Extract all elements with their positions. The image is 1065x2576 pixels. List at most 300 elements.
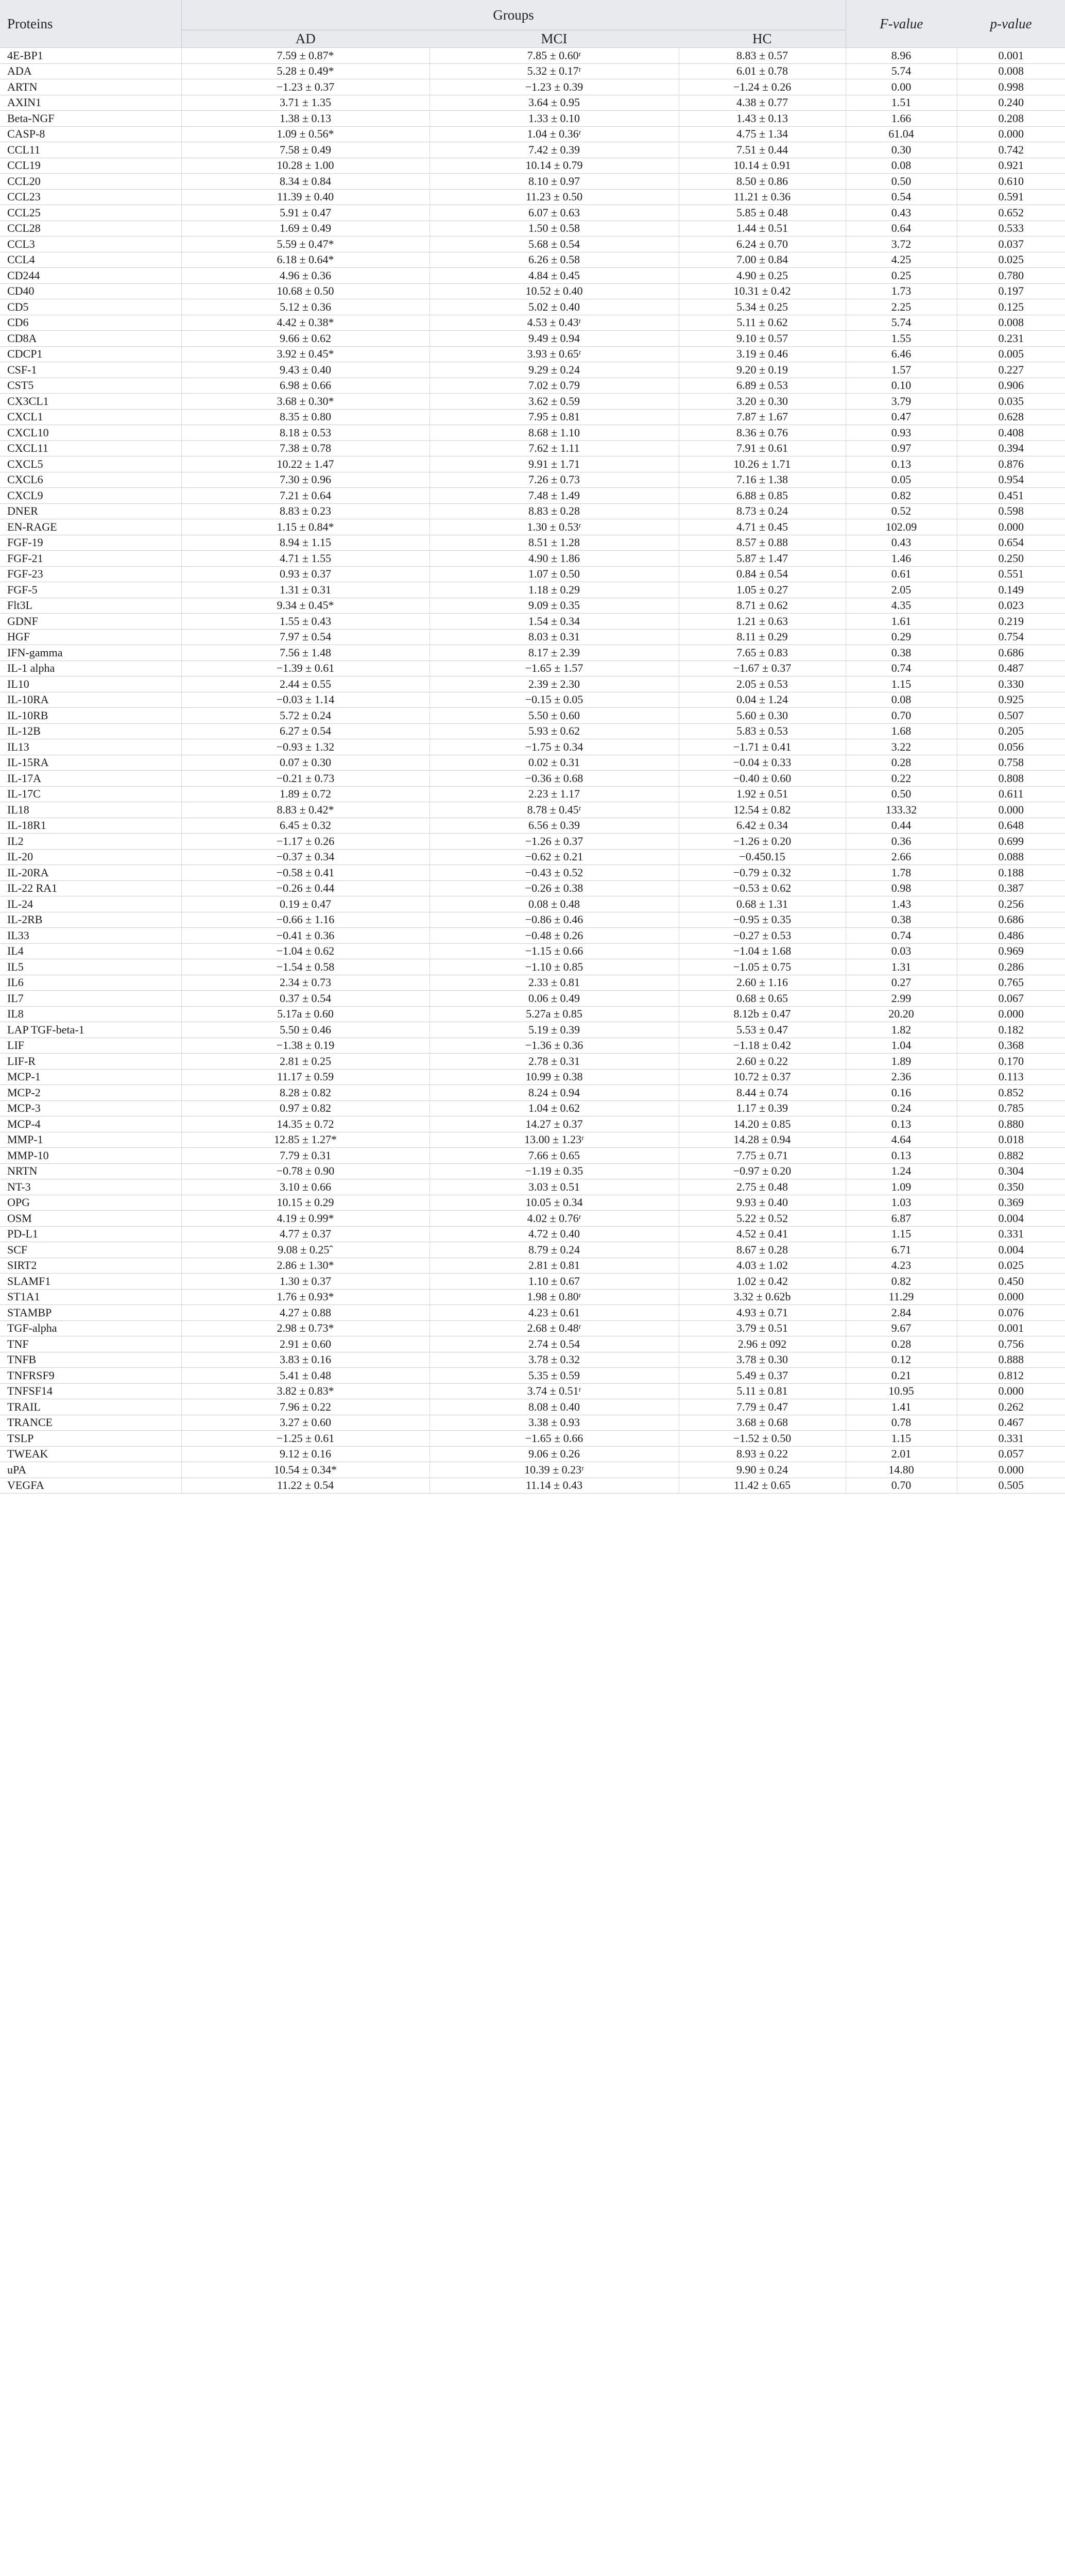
ad-value-cell: 0.97 ± 0.82 — [181, 1100, 430, 1116]
table-row — [0, 315, 1065, 331]
ad-value-cell: 1.89 ± 0.72 — [181, 786, 430, 802]
p-value-cell: 0.076 — [957, 1305, 1065, 1321]
mci-value-cell: −1.65 ± 0.66 — [430, 1431, 679, 1447]
mci-value-cell: 3.03 ± 0.51 — [430, 1179, 679, 1195]
protein-name-cell: IL-10RA — [0, 692, 181, 708]
ad-value-cell: 8.83 ± 0.23 — [181, 503, 430, 519]
f-value-cell: 1.51 — [846, 95, 957, 111]
ad-value-cell: −0.66 ± 1.16 — [181, 912, 430, 928]
ad-value-cell: 4.19 ± 0.99* — [181, 1211, 430, 1227]
p-value-cell: 0.000 — [957, 1383, 1065, 1399]
ad-value-cell: −0.03 ± 1.14 — [181, 692, 430, 708]
p-value-cell: 0.686 — [957, 912, 1065, 928]
hc-value-cell: 7.65 ± 0.83 — [679, 645, 846, 661]
mci-value-cell: 1.50 ± 0.58 — [430, 221, 679, 236]
table-row — [0, 111, 1065, 127]
ad-value-cell: 7.21 ± 0.64 — [181, 488, 430, 504]
hc-value-cell: 8.36 ± 0.76 — [679, 425, 846, 441]
p-value-cell: 0.921 — [957, 158, 1065, 174]
table-row — [0, 174, 1065, 190]
table-row — [0, 1399, 1065, 1415]
f-value-cell: 4.25 — [846, 252, 957, 268]
mci-value-cell: 4.23 ± 0.61 — [430, 1305, 679, 1321]
ad-value-cell: 5.50 ± 0.46 — [181, 1022, 430, 1038]
protein-name-cell: IL6 — [0, 975, 181, 991]
mci-value-cell: 3.78 ± 0.32 — [430, 1352, 679, 1368]
hc-value-cell: 8.71 ± 0.62 — [679, 598, 846, 614]
p-value-cell: 0.756 — [957, 1336, 1065, 1352]
p-value-cell: 0.654 — [957, 535, 1065, 551]
protein-name-cell: IL2 — [0, 834, 181, 850]
mci-value-cell: −1.15 ± 0.66 — [430, 943, 679, 959]
p-value-cell: 0.610 — [957, 174, 1065, 190]
f-value-cell: 6.71 — [846, 1242, 957, 1258]
p-value-cell: 0.487 — [957, 660, 1065, 676]
mci-value-cell: 5.27a ± 0.85 — [430, 1006, 679, 1022]
p-value-cell: 0.113 — [957, 1069, 1065, 1085]
hc-value-cell: 2.75 ± 0.48 — [679, 1179, 846, 1195]
mci-value-cell: 7.02 ± 0.79 — [430, 378, 679, 394]
mci-value-cell: 7.26 ± 0.73 — [430, 472, 679, 488]
p-value-cell: 0.000 — [957, 1462, 1065, 1478]
hc-value-cell: 5.49 ± 0.37 — [679, 1368, 846, 1384]
protein-name-cell: ARTN — [0, 79, 181, 95]
mci-value-cell: 9.91 ± 1.71 — [430, 456, 679, 472]
protein-name-cell: IL-15RA — [0, 755, 181, 771]
hc-value-cell: 11.21 ± 0.36 — [679, 189, 846, 205]
protein-name-cell: FGF-19 — [0, 535, 181, 551]
f-value-cell: 0.78 — [846, 1415, 957, 1431]
mci-value-cell: 3.74 ± 0.51ʳ — [430, 1383, 679, 1399]
table-row — [0, 692, 1065, 708]
p-value-cell: 0.001 — [957, 1320, 1065, 1336]
p-value-cell: 0.025 — [957, 252, 1065, 268]
protein-name-cell: SLAMF1 — [0, 1274, 181, 1290]
table-row — [0, 771, 1065, 787]
table-row — [0, 959, 1065, 975]
mci-value-cell: 8.83 ± 0.28 — [430, 503, 679, 519]
table-row — [0, 1163, 1065, 1179]
f-value-cell: 2.25 — [846, 299, 957, 315]
f-value-cell: 0.08 — [846, 692, 957, 708]
p-value-cell: 0.018 — [957, 1132, 1065, 1148]
p-value-cell: 0.765 — [957, 975, 1065, 991]
hc-value-cell: 2.96 ± 092 — [679, 1336, 846, 1352]
table-row — [0, 928, 1065, 944]
table-row — [0, 1462, 1065, 1478]
hc-value-cell: 6.89 ± 0.53 — [679, 378, 846, 394]
p-value-cell: 0.304 — [957, 1163, 1065, 1179]
mci-value-cell: 9.49 ± 0.94 — [430, 331, 679, 347]
f-value-cell: 4.23 — [846, 1258, 957, 1274]
protein-name-cell: IL-20RA — [0, 865, 181, 881]
hc-value-cell: 6.01 ± 0.78 — [679, 63, 846, 79]
protein-name-cell: MCP-4 — [0, 1116, 181, 1132]
table-row — [0, 1054, 1065, 1070]
ad-value-cell: 6.27 ± 0.54 — [181, 723, 430, 739]
table-row — [0, 755, 1065, 771]
mci-value-cell: 6.56 ± 0.39 — [430, 818, 679, 834]
p-value-cell: 0.231 — [957, 331, 1065, 347]
ad-value-cell: 2.81 ± 0.25 — [181, 1054, 430, 1070]
hc-value-cell: −1.18 ± 0.42 — [679, 1038, 846, 1054]
ad-value-cell: 10.15 ± 0.29 — [181, 1195, 430, 1211]
hc-value-cell: 1.43 ± 0.13 — [679, 111, 846, 127]
mci-value-cell: 9.06 ± 0.26 — [430, 1446, 679, 1462]
hc-value-cell: 1.17 ± 0.39 — [679, 1100, 846, 1116]
protein-name-cell: FGF-21 — [0, 551, 181, 567]
mci-value-cell: 5.32 ± 0.17ʳ — [430, 63, 679, 79]
hc-value-cell: 7.00 ± 0.84 — [679, 252, 846, 268]
ad-value-cell: 1.76 ± 0.93* — [181, 1289, 430, 1305]
table-row — [0, 1368, 1065, 1384]
hc-value-cell: −1.71 ± 0.41 — [679, 739, 846, 755]
ad-value-cell: 7.96 ± 0.22 — [181, 1399, 430, 1415]
ad-value-cell: 11.17 ± 0.59 — [181, 1069, 430, 1085]
table-row — [0, 566, 1065, 582]
ad-value-cell: −1.17 ± 0.26 — [181, 834, 430, 850]
ad-value-cell: 5.91 ± 0.47 — [181, 205, 430, 221]
f-value-cell: 0.12 — [846, 1352, 957, 1368]
p-value-cell: 0.088 — [957, 849, 1065, 865]
hc-value-cell: −0.97 ± 0.20 — [679, 1163, 846, 1179]
protein-name-cell: EN-RAGE — [0, 519, 181, 535]
protein-name-cell: ST1A1 — [0, 1289, 181, 1305]
ad-value-cell: 3.82 ± 0.83* — [181, 1383, 430, 1399]
mci-value-cell: −1.10 ± 0.85 — [430, 959, 679, 975]
p-value-cell: 0.188 — [957, 865, 1065, 881]
hc-value-cell: 5.60 ± 0.30 — [679, 708, 846, 724]
protein-name-cell: FGF-5 — [0, 582, 181, 598]
hc-value-cell: 8.57 ± 0.88 — [679, 535, 846, 551]
mci-value-cell: 5.68 ± 0.54 — [430, 236, 679, 252]
ad-value-cell: 5.17a ± 0.60 — [181, 1006, 430, 1022]
ad-value-cell: 11.39 ± 0.40 — [181, 189, 430, 205]
table-row — [0, 472, 1065, 488]
mci-value-cell: 9.09 ± 0.35 — [430, 598, 679, 614]
p-value-cell: 0.000 — [957, 1289, 1065, 1305]
mci-value-cell: 5.93 ± 0.62 — [430, 723, 679, 739]
mci-value-cell: 10.14 ± 0.79 — [430, 158, 679, 174]
ad-value-cell: 3.27 ± 0.60 — [181, 1415, 430, 1431]
table-row — [0, 236, 1065, 252]
hc-value-cell: 10.31 ± 0.42 — [679, 283, 846, 299]
hc-value-cell: 3.19 ± 0.46 — [679, 346, 846, 362]
hc-value-cell: −0.450.15 — [679, 849, 846, 865]
hc-value-cell: 7.16 ± 1.38 — [679, 472, 846, 488]
ad-value-cell: 4.71 ± 1.55 — [181, 551, 430, 567]
ad-value-cell: 9.43 ± 0.40 — [181, 362, 430, 378]
f-value-cell: 0.61 — [846, 566, 957, 582]
protein-name-cell: CSF-1 — [0, 362, 181, 378]
ad-value-cell: 2.86 ± 1.30* — [181, 1258, 430, 1274]
f-value-cell: 0.05 — [846, 472, 957, 488]
table-row — [0, 1195, 1065, 1211]
mci-value-cell: 0.02 ± 0.31 — [430, 755, 679, 771]
protein-name-cell: IL18 — [0, 802, 181, 818]
table-row — [0, 268, 1065, 284]
p-value-cell: 0.591 — [957, 189, 1065, 205]
hc-value-cell: −1.52 ± 0.50 — [679, 1431, 846, 1447]
table-row — [0, 676, 1065, 692]
ad-value-cell: 14.35 ± 0.72 — [181, 1116, 430, 1132]
f-value-cell: 0.50 — [846, 786, 957, 802]
protein-name-cell: IL-10RB — [0, 708, 181, 724]
mci-value-cell: 6.26 ± 0.58 — [430, 252, 679, 268]
f-value-cell: 0.70 — [846, 1478, 957, 1494]
protein-name-cell: CD40 — [0, 283, 181, 299]
protein-name-cell: CD8A — [0, 331, 181, 347]
protein-name-cell: CD244 — [0, 268, 181, 284]
f-value-cell: 2.66 — [846, 849, 957, 865]
protein-name-cell: MMP-1 — [0, 1132, 181, 1148]
protein-name-cell: SCF — [0, 1242, 181, 1258]
protein-name-cell: CXCL9 — [0, 488, 181, 504]
hc-value-cell: −0.53 ± 0.62 — [679, 880, 846, 896]
ad-value-cell: 5.59 ± 0.47* — [181, 236, 430, 252]
hc-value-cell: 2.60 ± 1.16 — [679, 975, 846, 991]
table-row — [0, 708, 1065, 724]
table-row — [0, 362, 1065, 378]
mci-value-cell: 5.19 ± 0.39 — [430, 1022, 679, 1038]
hc-value-cell: 12.54 ± 0.82 — [679, 802, 846, 818]
ad-value-cell: 5.72 ± 0.24 — [181, 708, 430, 724]
hc-value-cell: 10.14 ± 0.91 — [679, 158, 846, 174]
table-body — [0, 48, 1065, 1494]
ad-value-cell: −0.37 ± 0.34 — [181, 849, 430, 865]
f-value-cell: 1.41 — [846, 1399, 957, 1415]
p-value-cell: 0.906 — [957, 378, 1065, 394]
f-value-cell: 0.36 — [846, 834, 957, 850]
hc-value-cell: 5.83 ± 0.53 — [679, 723, 846, 739]
table-row — [0, 849, 1065, 865]
ad-value-cell: 6.45 ± 0.32 — [181, 818, 430, 834]
protein-name-cell: LIF — [0, 1038, 181, 1054]
p-value-cell: 0.182 — [957, 1022, 1065, 1038]
ad-value-cell: −1.54 ± 0.58 — [181, 959, 430, 975]
f-value-cell: 0.13 — [846, 456, 957, 472]
hc-column-header: HC — [679, 30, 846, 48]
mci-value-cell: 8.79 ± 0.24 — [430, 1242, 679, 1258]
f-value-cell: 1.09 — [846, 1179, 957, 1195]
ad-value-cell: 4.42 ± 0.38* — [181, 315, 430, 331]
protein-name-cell: LAP TGF-beta-1 — [0, 1022, 181, 1038]
hc-value-cell: 5.22 ± 0.52 — [679, 1211, 846, 1227]
ad-value-cell: 10.28 ± 1.00 — [181, 158, 430, 174]
hc-value-cell: −0.40 ± 0.60 — [679, 771, 846, 787]
mci-value-cell: 3.38 ± 0.93 — [430, 1415, 679, 1431]
ad-value-cell: 8.83 ± 0.42* — [181, 802, 430, 818]
table-row — [0, 598, 1065, 614]
f-value-cell: 1.04 — [846, 1038, 957, 1054]
hc-value-cell: 4.03 ± 1.02 — [679, 1258, 846, 1274]
mci-value-cell: 7.66 ± 0.65 — [430, 1148, 679, 1164]
ad-value-cell: 9.34 ± 0.45* — [181, 598, 430, 614]
protein-name-cell: CXCL10 — [0, 425, 181, 441]
table-row — [0, 205, 1065, 221]
table-row — [0, 1305, 1065, 1321]
f-value-cell: 0.24 — [846, 1100, 957, 1116]
protein-name-cell: CASP-8 — [0, 126, 181, 142]
f-value-cell: 4.64 — [846, 1132, 957, 1148]
mci-value-cell: −0.43 ± 0.52 — [430, 865, 679, 881]
protein-name-cell: STAMBP — [0, 1305, 181, 1321]
table-row — [0, 1242, 1065, 1258]
mci-value-cell: 4.53 ± 0.43ʳ — [430, 315, 679, 331]
table-row — [0, 1258, 1065, 1274]
protein-name-cell: CCL25 — [0, 205, 181, 221]
table-row — [0, 1132, 1065, 1148]
mci-value-cell: 7.48 ± 1.49 — [430, 488, 679, 504]
protein-name-cell: CCL23 — [0, 189, 181, 205]
table-row — [0, 1179, 1065, 1195]
mci-value-cell: −0.86 ± 0.46 — [430, 912, 679, 928]
p-value-cell: 0.350 — [957, 1179, 1065, 1195]
table-row — [0, 1069, 1065, 1085]
p-value-cell: 0.004 — [957, 1242, 1065, 1258]
ad-value-cell: 5.41 ± 0.48 — [181, 1368, 430, 1384]
mci-value-cell: 8.03 ± 0.31 — [430, 629, 679, 645]
f-value-cell: 1.66 — [846, 111, 957, 127]
hc-value-cell: 8.11 ± 0.29 — [679, 629, 846, 645]
p-value-cell: 0.001 — [957, 48, 1065, 64]
p-value-cell: 0.812 — [957, 1368, 1065, 1384]
protein-name-cell: TRANCE — [0, 1415, 181, 1431]
ad-value-cell: 0.93 ± 0.37 — [181, 566, 430, 582]
mci-value-cell: 1.54 ± 0.34 — [430, 614, 679, 630]
table-row — [0, 63, 1065, 79]
f-value-cell: 6.46 — [846, 346, 957, 362]
mci-value-cell: 8.17 ± 2.39 — [430, 645, 679, 661]
p-value-cell: 0.000 — [957, 519, 1065, 535]
hc-value-cell: 10.26 ± 1.71 — [679, 456, 846, 472]
p-value-cell: 0.648 — [957, 818, 1065, 834]
table-row — [0, 1446, 1065, 1462]
p-value-cell: 0.067 — [957, 991, 1065, 1007]
p-value-cell: 0.240 — [957, 95, 1065, 111]
protein-name-cell: SIRT2 — [0, 1258, 181, 1274]
protein-name-cell: CX3CL1 — [0, 394, 181, 410]
ad-value-cell: 11.22 ± 0.54 — [181, 1478, 430, 1494]
table-row — [0, 865, 1065, 881]
hc-value-cell: 6.42 ± 0.34 — [679, 818, 846, 834]
ad-value-cell: 1.09 ± 0.56* — [181, 126, 430, 142]
hc-value-cell: 9.93 ± 0.40 — [679, 1195, 846, 1211]
f-value-cell: 1.31 — [846, 959, 957, 975]
protein-name-cell: CCL19 — [0, 158, 181, 174]
p-value-cell: 0.742 — [957, 142, 1065, 158]
mci-value-cell: 2.23 ± 1.17 — [430, 786, 679, 802]
protein-name-cell: IL8 — [0, 1006, 181, 1022]
f-value-cell: 11.29 — [846, 1289, 957, 1305]
hc-value-cell: 11.42 ± 0.65 — [679, 1478, 846, 1494]
protein-name-cell: TNFB — [0, 1352, 181, 1368]
p-value-header: p-value — [957, 0, 1065, 48]
ad-value-cell: 7.38 ± 0.78 — [181, 440, 430, 456]
hc-value-cell: 6.88 ± 0.85 — [679, 488, 846, 504]
protein-name-cell: PD-L1 — [0, 1226, 181, 1242]
p-value-cell: 0.037 — [957, 236, 1065, 252]
table-row — [0, 503, 1065, 519]
ad-value-cell: 8.18 ± 0.53 — [181, 425, 430, 441]
f-value-cell: 133.32 — [846, 802, 957, 818]
table-row — [0, 880, 1065, 896]
mci-value-cell: −0.36 ± 0.68 — [430, 771, 679, 787]
hc-value-cell: 4.38 ± 0.77 — [679, 95, 846, 111]
hc-value-cell: −1.24 ± 0.26 — [679, 79, 846, 95]
hc-value-cell: 8.83 ± 0.57 — [679, 48, 846, 64]
mci-value-cell: 1.98 ± 0.80ʳ — [430, 1289, 679, 1305]
p-value-cell: 0.369 — [957, 1195, 1065, 1211]
f-value-cell: 0.38 — [846, 912, 957, 928]
ad-value-cell: −1.23 ± 0.37 — [181, 79, 430, 95]
p-value-cell: 0.125 — [957, 299, 1065, 315]
p-value-cell: 0.331 — [957, 1431, 1065, 1447]
mci-value-cell: 4.84 ± 0.45 — [430, 268, 679, 284]
hc-value-cell: 2.60 ± 0.22 — [679, 1054, 846, 1070]
f-value-cell: 0.82 — [846, 1274, 957, 1290]
table-row — [0, 1085, 1065, 1101]
f-value-cell: 1.46 — [846, 551, 957, 567]
f-value-cell: 1.55 — [846, 331, 957, 347]
ad-value-cell: 2.91 ± 0.60 — [181, 1336, 430, 1352]
protein-name-cell: CDCP1 — [0, 346, 181, 362]
hc-value-cell: 1.92 ± 0.51 — [679, 786, 846, 802]
mci-value-cell: 5.02 ± 0.40 — [430, 299, 679, 315]
mci-value-cell: 5.35 ± 0.59 — [430, 1368, 679, 1384]
table-row — [0, 346, 1065, 362]
f-value-cell: 3.22 — [846, 739, 957, 755]
hc-value-cell: −0.95 ± 0.35 — [679, 912, 846, 928]
protein-name-cell: IL33 — [0, 928, 181, 944]
ad-value-cell: 6.98 ± 0.66 — [181, 378, 430, 394]
p-value-cell: 0.408 — [957, 425, 1065, 441]
hc-value-cell: 8.67 ± 0.28 — [679, 1242, 846, 1258]
hc-value-cell: 3.79 ± 0.51 — [679, 1320, 846, 1336]
mci-value-cell: 8.68 ± 1.10 — [430, 425, 679, 441]
ad-value-cell: 12.85 ± 1.27* — [181, 1132, 430, 1148]
protein-name-cell: IL-18R1 — [0, 818, 181, 834]
f-value-cell: 0.43 — [846, 535, 957, 551]
p-value-cell: 0.387 — [957, 880, 1065, 896]
f-value-cell: 1.24 — [846, 1163, 957, 1179]
ad-value-cell: 8.94 ± 1.15 — [181, 535, 430, 551]
table-row — [0, 95, 1065, 111]
protein-name-cell: Flt3L — [0, 598, 181, 614]
mci-value-cell: 2.33 ± 0.81 — [430, 975, 679, 991]
f-value-cell: 0.22 — [846, 771, 957, 787]
hc-value-cell: −1.67 ± 0.37 — [679, 660, 846, 676]
hc-value-cell: 2.05 ± 0.53 — [679, 676, 846, 692]
table-row — [0, 802, 1065, 818]
mci-value-cell: 1.04 ± 0.36ʳ — [430, 126, 679, 142]
mci-value-cell: −1.26 ± 0.37 — [430, 834, 679, 850]
ad-value-cell: −1.39 ± 0.61 — [181, 660, 430, 676]
ad-value-cell: 3.68 ± 0.30* — [181, 394, 430, 410]
f-value-cell: 0.29 — [846, 629, 957, 645]
protein-name-cell: ADA — [0, 63, 181, 79]
p-value-cell: 0.551 — [957, 566, 1065, 582]
hc-value-cell: −0.27 ± 0.53 — [679, 928, 846, 944]
table-row — [0, 456, 1065, 472]
protein-name-cell: CCL20 — [0, 174, 181, 190]
protein-name-cell: IL-12B — [0, 723, 181, 739]
mci-value-cell: 3.93 ± 0.65ʳ — [430, 346, 679, 362]
mci-value-cell: 13.00 ± 1.23ʳ — [430, 1132, 679, 1148]
mci-value-cell: 1.04 ± 0.62 — [430, 1100, 679, 1116]
f-value-cell: 0.00 — [846, 79, 957, 95]
f-value-cell: 0.97 — [846, 440, 957, 456]
